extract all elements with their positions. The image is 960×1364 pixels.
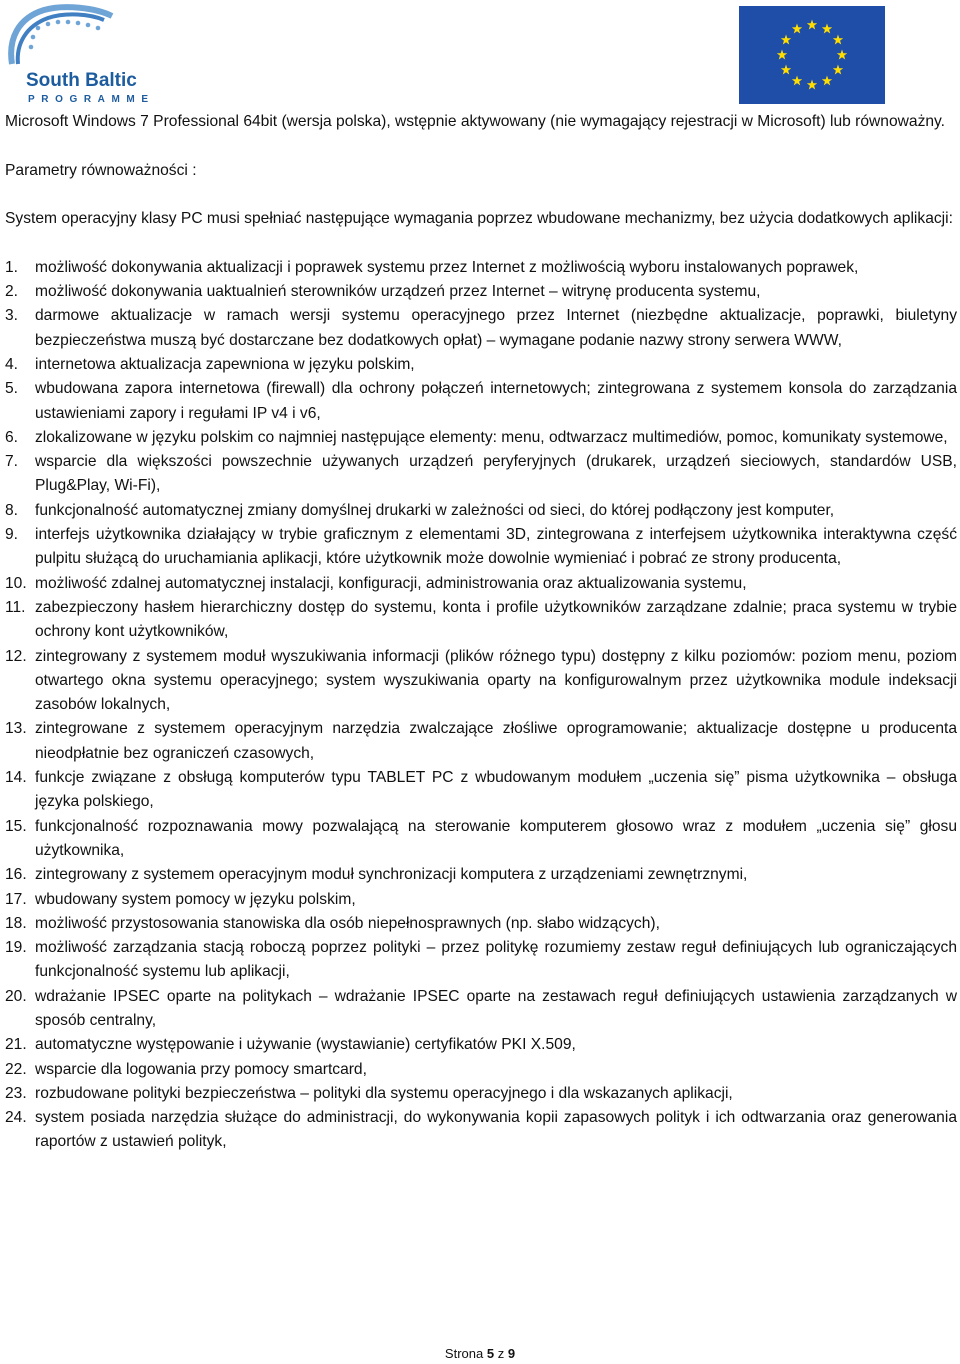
- list-item-number: 14.: [5, 769, 27, 787]
- footer-separator: z: [497, 1346, 505, 1361]
- list-item-text: możliwość zarządzania stacją roboczą poprzez polityki – przez politykę rozumiemy zestaw reguł definiujących lub ograniczających funkcjonalność systemu lub aplikacji,: [35, 939, 957, 981]
- list-item: [5, 1033, 957, 1057]
- system-intro-paragraph: System operacyjny klasy PC musi spełniać następujące wymagania poprzez wbudowane mechanizmy, bez użycia dodatkowych aplikacji:: [5, 210, 953, 228]
- list-item-number: 15.: [5, 817, 27, 835]
- logo-subtitle: PROGRAMME: [28, 94, 155, 105]
- list-item-number: 9.: [5, 526, 19, 544]
- list-item: [5, 596, 957, 645]
- list-item-number: 21.: [5, 1036, 27, 1054]
- list-item: [5, 912, 957, 936]
- list-item-text: możliwość dokonywania uaktualnień sterowników urządzeń przez Internet – witrynę producenta systemu,: [35, 283, 761, 301]
- list-item-number: 13.: [5, 720, 27, 738]
- list-item: [5, 572, 957, 596]
- list-item-text: możliwość dokonywania aktualizacji i poprawek systemu przez Internet z możliwością wyboru instalowanych poprawek,: [35, 258, 859, 276]
- list-item-text: zlokalizowane w języku polskim co najmniej następujące elementy: menu, odtwarzacz multimediów, pomoc, komunikaty systemowe,: [35, 428, 948, 446]
- list-item-text: zintegrowany z systemem operacyjnym moduł synchronizacji komputera z urządzeniami zewnętrznymi,: [35, 866, 748, 884]
- document-body: [5, 110, 957, 1155]
- intro-paragraph: Microsoft Windows 7 Professional 64bit (wersja polska), wstępnie aktywowany (nie wymagający rejestracji w Microsoft) lub równoważny.: [5, 113, 946, 130]
- list-item-number: 19.: [5, 939, 27, 957]
- list-item: [5, 499, 957, 523]
- list-item: [5, 645, 957, 718]
- page-footer: [0, 1346, 960, 1361]
- list-item-text: możliwość przystosowania stanowiska dla osób niepełnosprawnych (np. słabo widzących),: [35, 914, 660, 932]
- list-item: [5, 766, 957, 815]
- list-item-text: interfejs użytkownika działający w trybie graficznym z elementami 3D, zintegrowana z interfejsem użytkownika interaktywna część pulpitu służącą do uruchamiania aplikacji, które użytkownik może dowolnie wymieniać i pobrać ze strony producenta,: [35, 526, 957, 568]
- list-item-text: zabezpieczony hasłem hierarchiczny dostęp do systemu, konta i profile użytkowników zarządzane zdalnie; praca systemu w trybie ochrony kont użytkowników,: [35, 598, 957, 641]
- list-item-number: 24.: [5, 1109, 27, 1127]
- list-item-number: 12.: [5, 647, 27, 665]
- list-item: [5, 304, 957, 353]
- logo-title: South Baltic: [26, 70, 137, 91]
- footer-page-number: 5: [486, 1346, 495, 1361]
- list-item-text: wbudowany system pomocy w języku polskim,: [35, 890, 356, 908]
- list-item: [5, 377, 957, 426]
- list-item-number: 18.: [5, 914, 27, 932]
- list-item-number: 1.: [5, 258, 19, 276]
- list-item: [5, 888, 957, 912]
- list-item-number: 5.: [5, 380, 19, 398]
- page-header: [0, 0, 960, 108]
- list-item-number: 23.: [5, 1084, 27, 1102]
- list-item-number: 22.: [5, 1060, 27, 1078]
- list-item: [5, 256, 957, 280]
- list-item: [5, 863, 957, 887]
- list-item: [5, 936, 957, 985]
- list-item-number: 8.: [5, 501, 19, 519]
- list-item: [5, 1106, 957, 1155]
- list-item-text: wsparcie dla większości powszechnie używanych urządzeń peryferyjnych (drukarek, urządzeń sieciowych, standardów USB, Plug&Play, Wi-Fi),: [35, 453, 957, 495]
- list-item-text: funkcje związane z obsługą komputerów typu TABLET PC z wbudowanym modułem „uczenia się” pisma użytkownika – obsługa języka polskiego,: [35, 769, 957, 811]
- list-item: [5, 815, 957, 864]
- list-item-number: 2.: [5, 283, 19, 301]
- south-baltic-logo: [4, 4, 154, 104]
- list-item-text: darmowe aktualizacje w ramach wersji systemu operacyjnego przez Internet (niezbędne aktualizacje, poprawki, biuletyny bezpieczeństwa muszą być dostarczane bez dodatkowych opłat) – wymagane podanie nazwy strony serwera WWW,: [35, 307, 957, 349]
- list-item: [5, 1082, 957, 1106]
- list-item: [5, 1058, 957, 1082]
- list-item: [5, 426, 957, 450]
- list-item: [5, 985, 957, 1034]
- list-item: [5, 353, 957, 377]
- list-item: [5, 717, 957, 766]
- list-item-number: 11.: [5, 598, 26, 616]
- footer-prefix: Strona: [444, 1346, 484, 1361]
- list-item-text: funkcjonalność rozpoznawania mowy pozwalającą na sterowanie komputerem głosowo wraz z modułem „uczenia się” głosu użytkownika,: [35, 817, 957, 859]
- list-item-text: wbudowana zapora internetowa (firewall) dla ochrony połączeń internetowych; zintegrowana z systemem konsola do zarządzania ustawieniami zapory i regułami IP v4 i v6,: [35, 380, 957, 422]
- list-item-text: wdrażanie IPSEC oparte na politykach – wdrażanie IPSEC oparte na zestawach reguł definiujących ustawienia zarządzanych w sposób centralny,: [35, 987, 957, 1029]
- footer-page-total: 9: [507, 1346, 516, 1361]
- list-item-text: internetowa aktualizacja zapewniona w języku polskim,: [35, 355, 415, 373]
- requirements-list: [5, 256, 957, 1155]
- list-item: [5, 450, 957, 499]
- list-item-number: 3.: [5, 307, 19, 325]
- list-item-number: 17.: [5, 890, 27, 908]
- params-heading: Parametry równoważności :: [5, 161, 197, 179]
- list-item-text: funkcjonalność automatycznej zmiany domyślnej drukarki w zależności od sieci, do której podłączony jest komputer,: [35, 501, 835, 519]
- list-item-text: zintegrowany z systemem moduł wyszukiwania informacji (plików różnego typu) dostępny z kilku poziomów: poziom menu, poziom otwartego okna systemu operacyjnego; system wyszukiwania oparty na konfigurowalnym przez użytkownika module indeksacji zasobów lokalnych,: [35, 647, 957, 714]
- list-item-number: 6.: [5, 428, 19, 446]
- list-item: [5, 523, 957, 572]
- eu-flag-icon: [739, 6, 885, 104]
- list-item-number: 20.: [5, 987, 27, 1005]
- list-item-text: system posiada narzędzia służące do administracji, do wykonywania kopii zapasowych polityk i ich odtwarzania oraz generowania raportów z ustawień polityk,: [35, 1109, 957, 1151]
- list-item-text: automatyczne występowanie i używanie (wystawianie) certyfikatów PKI X.509,: [35, 1036, 576, 1054]
- list-item-text: wsparcie dla logowania przy pomocy smartcard,: [35, 1060, 367, 1078]
- list-item-text: zintegrowane z systemem operacyjnym narzędzia zwalczające złośliwe oprogramowanie; aktualizacje dostępne u producenta nieodpłatnie bez ograniczeń czasowych,: [35, 720, 957, 762]
- list-item-number: 10.: [5, 574, 27, 592]
- list-item-number: 16.: [5, 866, 27, 884]
- list-item: [5, 280, 957, 304]
- list-item-text: rozbudowane polityki bezpieczeństwa – polityki dla systemu operacyjnego i dla wskazanych aplikacji,: [35, 1084, 733, 1102]
- list-item-number: 4.: [5, 355, 19, 373]
- list-item-text: możliwość zdalnej automatycznej instalacji, konfiguracji, administrowania oraz aktualizowania systemu,: [35, 574, 747, 592]
- list-item-number: 7.: [5, 453, 19, 471]
